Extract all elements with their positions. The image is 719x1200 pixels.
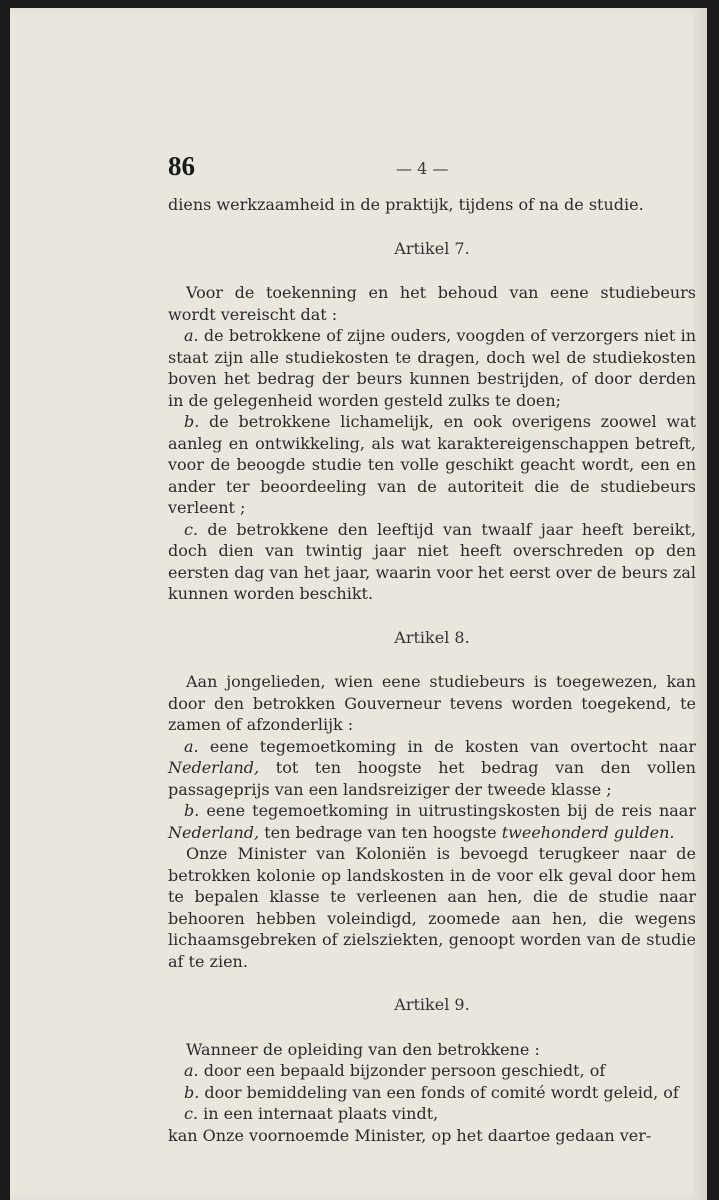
item-text: de betrokkene den leeftijd van twaalf jaar heeft bereikt, doch dien van twintig jaar niet heeft overschreden op den eersten dag van het jaar, waarin voor het eerst over de beurs zal kunnen worden beschikt. [168, 519, 696, 603]
article-7-item-a [168, 325, 696, 411]
intro-line: diens werkzaamheid in de praktijk, tijdens of na de studie. [168, 195, 644, 214]
article-7-heading: Artikel 7. [394, 238, 470, 258]
article-8-heading: Artikel 8. [394, 627, 470, 647]
item-text: door bemiddeling van een fonds of comité wordt geleid, of [204, 1082, 679, 1102]
item-text: ten bedrage van ten hoogste [264, 822, 497, 842]
item-label: b. [184, 1082, 200, 1102]
article-9-lead: Wanneer de opleiding van den betrokkene : [186, 1039, 540, 1059]
article-7-lead: Voor de toekenning en het behoud van eene studiebeurs wordt vereischt dat : [168, 283, 696, 324]
article-8-paragraph: Onze Minister van Koloniën is bevoegd terugkeer naar de betrokken kolonie op landskosten in de voor elk geval door hem te bepalen klasse te verleenen aan hen, die de studie naar behooren hebben voleindigd, zoomede aan hen, die wegens lichaamsgebreken of zielsziekten, genoopt worden van de studie af te zien. [168, 844, 696, 971]
item-label: b. [184, 412, 200, 431]
item-text: tot ten hoogste het bedrag van den vollen passageprijs van een landsreiziger der tweede klasse ; [168, 758, 696, 799]
article-9-item-a [168, 1060, 696, 1082]
article-7-item-c [168, 519, 696, 605]
article-8-lead: Aan jongelieden, wien eene studiebeurs is toegewezen, kan door den betrokken Gouverneur tevens worden toegekend, te zamen of afzonderlijk : [168, 672, 696, 734]
page-header [168, 151, 696, 194]
item-text: eene tegemoetkoming in de kosten van overtocht naar [209, 736, 696, 756]
item-text: eene tegemoetkoming in uitrustingskosten bij de reis naar [206, 801, 696, 820]
item-text: in een internaat plaats vindt, [203, 1104, 439, 1123]
folio-number: — 4 — [396, 159, 449, 178]
article-7-item-b [168, 411, 696, 519]
article-9-heading: Artikel 9. [394, 995, 470, 1014]
article-9-item-b [168, 1082, 696, 1104]
item-text: de betrokkene of zijne ouders, voogden of verzorgers niet in staat zijn alle studiekosten te dragen, doch wel de studiekosten boven het bedrag der beurs kunnen bestrijden, of door derden in de gelegenheid worden gesteld zulks te doen; [168, 326, 697, 410]
article-8-item-b [168, 800, 696, 843]
item-label: a. [184, 1061, 199, 1080]
scanned-page [10, 8, 707, 1200]
item-emphasis: tweehonderd gulden. [501, 822, 675, 842]
item-label: a. [184, 326, 199, 345]
item-text: de betrokkene lichamelijk, en ook overigens zoowel wat aanleg en ontwikkeling, als wat karaktereigenschappen betreft, voor de beoogde studie ten volle geschikt geacht wordt, een en ander ter beoordeeling van de autoriteit die de studiebeurs verleent ; [168, 412, 696, 517]
page-content [168, 151, 697, 1146]
article-9-item-c [168, 1103, 696, 1125]
article-9-final-line: kan Onze voornoemde Minister, op het daartoe gedaan ver- [168, 1125, 652, 1145]
item-label: c. [184, 1104, 199, 1123]
item-label: a. [184, 736, 199, 756]
item-emphasis: Nederland, [168, 822, 260, 842]
item-emphasis: Nederland, [168, 758, 260, 777]
article-8-item-a [168, 736, 696, 801]
item-text: door een bepaald bijzonder persoon geschiedt, of [203, 1061, 606, 1080]
item-label: b. [184, 801, 200, 820]
page-number: 86 [168, 151, 195, 181]
item-label: c. [184, 519, 199, 539]
